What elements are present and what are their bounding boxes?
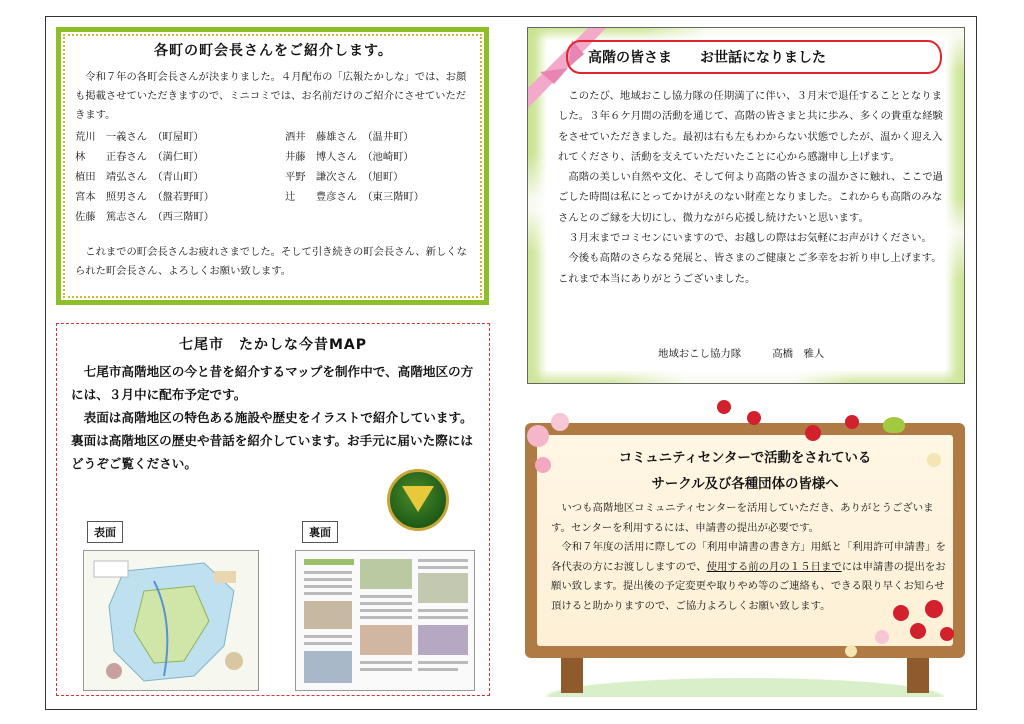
list-item: 佐藤 篤志さん （西三階町） bbox=[75, 211, 215, 223]
notice-heading-2: サークル及び各種団体の皆様へ bbox=[651, 477, 839, 492]
map-paragraph: 表面は高階地区の特色ある施設や歴史をイラストで紹介しています。裏面は高階地区の歴史や昔話を紹介しています。お手元に届いた際にはどうぞご覧ください。 bbox=[71, 410, 473, 471]
map-paragraph: 七尾市高階地区の今と昔を紹介するマップを制作中で、高階地区の方には、３月中に配布予定です。 bbox=[71, 364, 474, 402]
plum-blossom-icon bbox=[527, 425, 549, 447]
plum-blossom-icon bbox=[910, 623, 926, 639]
plum-blossom-icon bbox=[551, 413, 569, 431]
farewell-signature: 地域おこし協力隊 高橋 雅人 bbox=[658, 348, 825, 360]
plum-blossom-icon bbox=[845, 415, 859, 429]
map-title: 七尾市 たかしな今昔MAP bbox=[178, 337, 368, 353]
plum-blossom-icon bbox=[940, 627, 954, 641]
plum-blossom-icon bbox=[717, 400, 731, 414]
notice-paragraph-1: いつも高階地区コミュニティセンターを活用していただき、ありがとうございます。センターを利用するには、申請書の提出が必要です。 bbox=[551, 502, 934, 534]
farewell-paragraph: 今後も高階のさらなる発展と、皆さまのご健康とご多幸をお祈り申し上げます。これまで本当にありがとうございました。 bbox=[558, 252, 942, 285]
list-item: 宮本 照男さん （盤若野町） bbox=[75, 191, 215, 203]
list-item: 林 正春さん （満仁町） bbox=[75, 151, 204, 163]
chairpersons-section bbox=[56, 27, 489, 305]
farewell-section bbox=[527, 27, 965, 384]
grass-decoration bbox=[515, 675, 975, 697]
farewell-paragraph: このたび、地域おこし協力隊の任期満了に伴い、３月末で退任することとなりました。３年６ケ月間の活動を通じて、高階の皆さまと共に歩み、多くの貴重な経験をさせていただきました。最初は右も左もわからない状態でしたが、温かく迎え入れてくださり、活動を支えていただいたことに心から感謝申し上げます。 bbox=[558, 90, 943, 163]
chairpersons-closing: これまでの町会長さんお疲れさまでした。そして引き続きの町会長さん、新しくなられた町会長さん、よろしくお願い致します。 bbox=[75, 246, 467, 277]
chairpersons-list bbox=[75, 127, 472, 227]
plum-blossom-icon bbox=[893, 605, 909, 621]
sign-post-left bbox=[561, 653, 583, 693]
notice-paragraph-2: 令和７年度の活用に際しての「利用申請書の書き方」用紙と「利用許可申請書」を各代表の方にお渡ししますので、使用する前の月の１５日までには申請書の提出をお願い致します。提出後の予定変更や取りやめ等のご連絡も、できる限り早くお知らせ頂けると助かりますので、ご協力よろしくお願い致します。 bbox=[551, 541, 946, 612]
bird-icon bbox=[883, 417, 905, 433]
plum-blossom-icon bbox=[927, 453, 941, 467]
list-item: 井藤 博人さん （池崎町） bbox=[285, 151, 414, 163]
sign-post-right bbox=[907, 653, 929, 693]
farewell-paragraph: 高階の美しい自然や文化、そして何より高階の皆さまの温かさに触れ、ここで過ごした時間は私にとってかけがえのない財産となりました。これからも高階のみなさんとのご縁を大切にし、微力ながら応援し続けたいと思います。 bbox=[558, 171, 944, 224]
chairpersons-intro: 令和７年の各町会長さんが決まりました。４月配布の「広報たかしな」では、お顔も掲載させていただきますので、ミニコミでは、お名前だけのご紹介にさせていただきます。 bbox=[75, 71, 467, 121]
back-label: 裏面 bbox=[302, 521, 338, 543]
list-item: 植田 靖弘さん （青山町） bbox=[75, 171, 204, 183]
notice-heading-1: コミュニティセンターで活動をされている bbox=[618, 451, 872, 466]
town-emblem-icon bbox=[387, 469, 449, 531]
map-section bbox=[56, 323, 490, 696]
plum-blossom-icon bbox=[925, 600, 943, 618]
list-item: 辻 豊彦さん （東三階町） bbox=[285, 191, 425, 203]
plum-blossom-icon bbox=[845, 645, 857, 657]
list-item: 荒川 一義さん （町屋町） bbox=[75, 131, 204, 143]
list-item: 酒井 藤雄さん （温井町） bbox=[285, 131, 414, 143]
map-front-thumbnail bbox=[83, 550, 259, 691]
plum-blossom-icon bbox=[747, 411, 761, 425]
farewell-title: 高階の皆さま お世話になりました bbox=[588, 50, 826, 66]
community-center-notice bbox=[515, 395, 975, 700]
plum-blossom-icon bbox=[805, 425, 821, 441]
plum-blossom-icon bbox=[875, 630, 889, 644]
plum-blossom-icon bbox=[535, 457, 551, 473]
front-label: 表面 bbox=[87, 521, 123, 543]
chairpersons-title: 各町の町会長さんをご紹介します。 bbox=[154, 43, 393, 59]
map-back-thumbnail bbox=[295, 550, 475, 691]
list-item: 平野 謙次さん （旭町） bbox=[285, 171, 404, 183]
list-item bbox=[285, 207, 465, 227]
notice-deadline: 使用する前の月の１５日まで bbox=[706, 560, 842, 573]
farewell-paragraph: ３月末までコミセンにいますので、お越しの際はお気軽にお声がけください。 bbox=[558, 232, 932, 245]
